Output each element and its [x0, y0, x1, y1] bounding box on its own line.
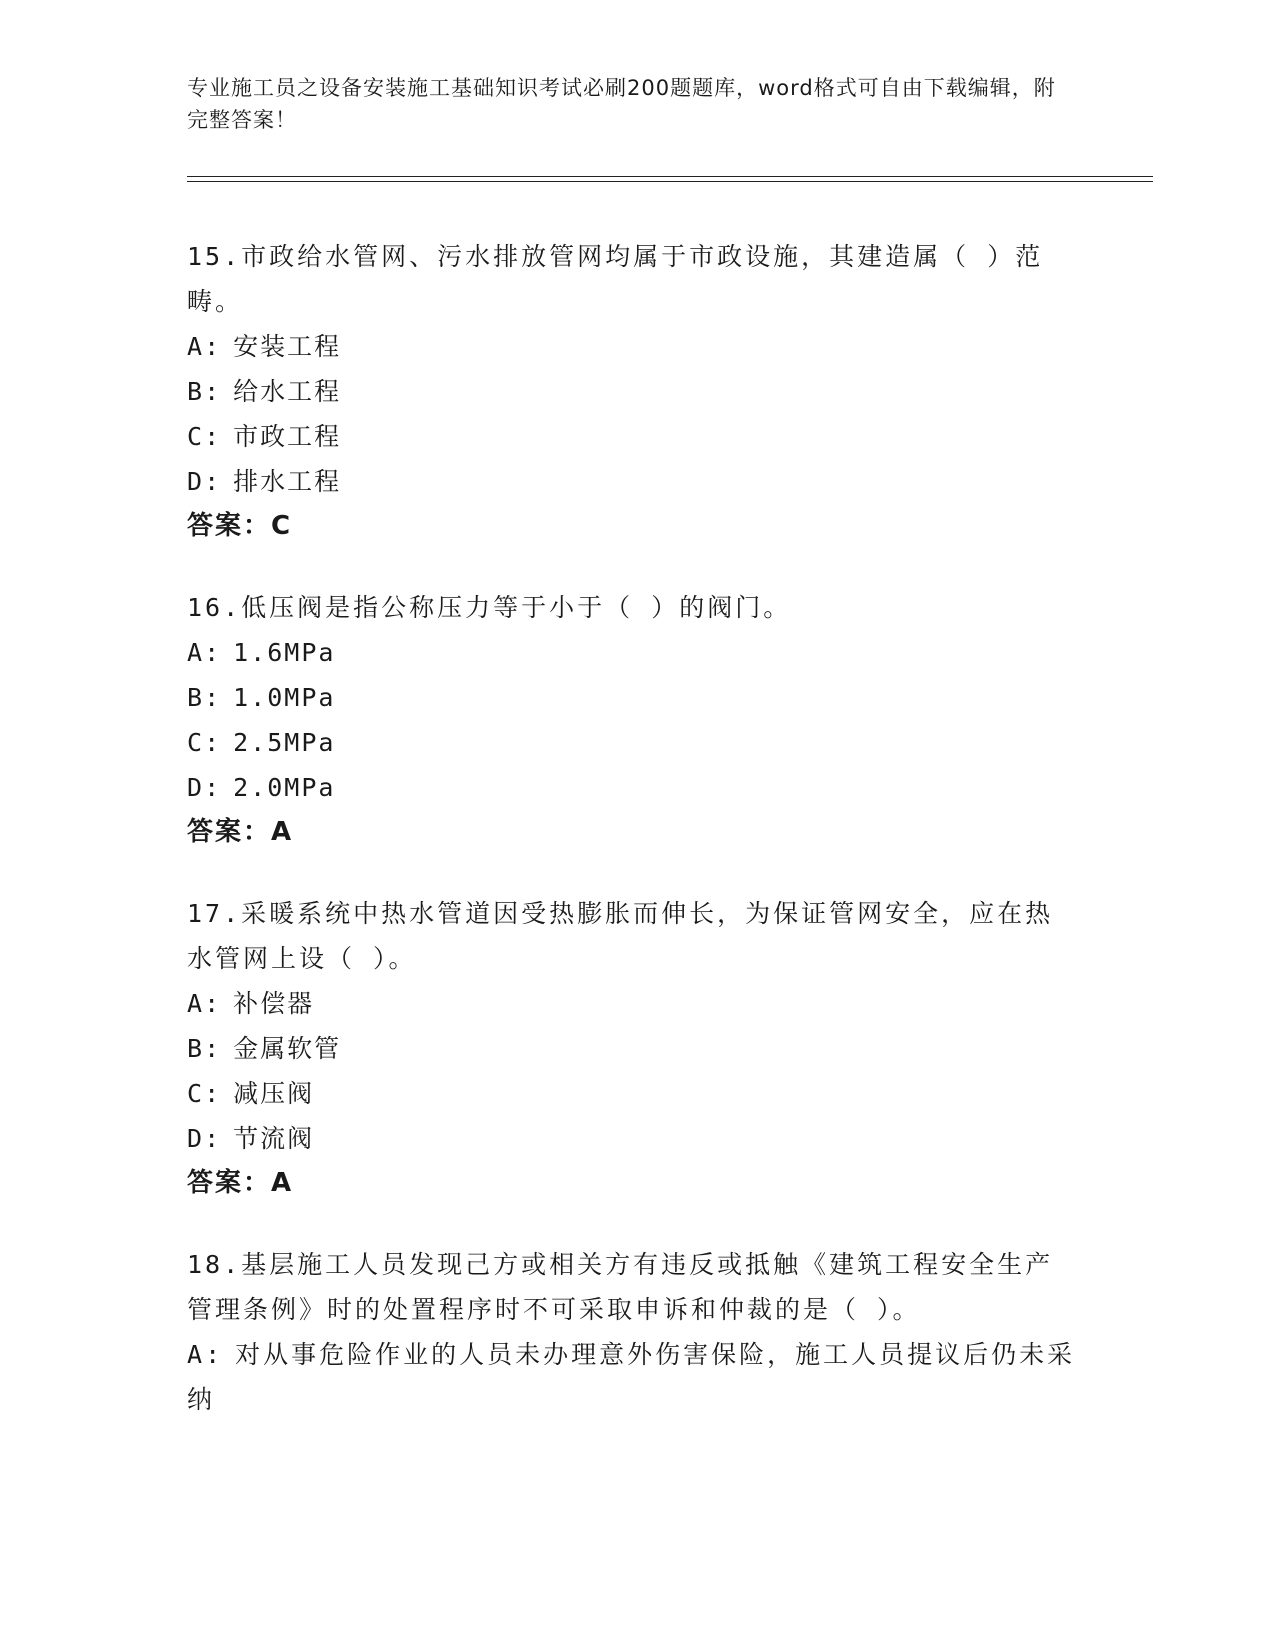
- option-separator: :: [204, 377, 222, 406]
- option-key: C: [187, 1079, 205, 1108]
- question-text: [187, 234, 1077, 324]
- option-a: [187, 630, 1077, 675]
- option-separator: :: [204, 683, 222, 712]
- option-key: A: [187, 989, 205, 1018]
- option-text: 市政工程: [233, 422, 342, 451]
- question-number: 17.: [187, 899, 242, 928]
- option-key: A: [187, 1340, 206, 1369]
- option-key: C: [187, 422, 205, 451]
- answer-line: 答案：A: [187, 817, 294, 847]
- question-stem: 采暖系统中热水管道因受热膨胀而伸长，为保证管网安全，应在热水管网上设（ ）。: [187, 899, 1054, 973]
- header-rule-bottom: [187, 181, 1153, 182]
- option-text: 补偿器: [233, 989, 315, 1018]
- question-stem: 市政给水管网、污水排放管网均属于市政设施，其建造属（ ）范畴。: [187, 242, 1044, 316]
- option-key: B: [187, 377, 205, 406]
- option-key: D: [187, 467, 205, 496]
- option-b: [187, 369, 1077, 414]
- question-stem: 低压阀是指公称压力等于小于（ ）的阀门。: [241, 593, 792, 622]
- option-separator: :: [204, 773, 222, 802]
- option-text: 给水工程: [233, 377, 342, 406]
- option-text: 1.6MPa: [233, 638, 336, 667]
- question-list: [187, 234, 1077, 1458]
- option-text: 减压阀: [233, 1079, 315, 1108]
- option-a: [187, 324, 1077, 369]
- answer-line: 答案：C: [187, 511, 293, 541]
- option-separator: :: [204, 638, 222, 667]
- question-number: 16.: [187, 593, 242, 622]
- option-separator: :: [204, 1124, 222, 1153]
- option-key: B: [187, 683, 205, 712]
- option-separator: :: [204, 1034, 222, 1063]
- question-number: 18.: [187, 1250, 242, 1279]
- question-number: 15.: [187, 242, 242, 271]
- option-d: [187, 1116, 1077, 1161]
- document-header: 专业施工员之设备安装施工基础知识考试必刷200题题库，word格式可自由下载编辑，附完整答案！: [187, 76, 1056, 132]
- question-16: [187, 585, 1077, 855]
- option-text: 安装工程: [233, 332, 342, 361]
- option-d: [187, 765, 1077, 810]
- option-separator: :: [204, 728, 222, 757]
- option-b: [187, 1026, 1077, 1071]
- header-rule-top: [187, 176, 1153, 177]
- answer-line: 答案：A: [187, 1168, 294, 1198]
- option-separator: :: [204, 332, 222, 361]
- option-c: [187, 414, 1077, 459]
- option-text: 2.0MPa: [233, 773, 336, 802]
- option-text: 2.5MPa: [233, 728, 336, 757]
- question-text: [187, 585, 1077, 630]
- option-text: 节流阀: [233, 1124, 315, 1153]
- question-text: [187, 891, 1077, 981]
- option-d: [187, 459, 1077, 504]
- option-separator: :: [204, 467, 222, 496]
- option-separator: :: [204, 422, 222, 451]
- option-a: [187, 1332, 1077, 1422]
- option-b: [187, 675, 1077, 720]
- option-separator: :: [204, 989, 222, 1018]
- option-a: [187, 981, 1077, 1026]
- option-key: B: [187, 1034, 205, 1063]
- option-text: 1.0MPa: [233, 683, 336, 712]
- option-separator: :: [205, 1340, 224, 1369]
- question-17: [187, 891, 1077, 1206]
- option-text: 金属软管: [233, 1034, 342, 1063]
- option-text: 对从事危险作业的人员未办理意外伤害保险，施工人员提议后仍未采纳: [187, 1340, 1076, 1414]
- question-15: [187, 234, 1077, 549]
- question-text: [187, 1242, 1077, 1332]
- option-key: D: [187, 1124, 205, 1153]
- option-key: C: [187, 728, 205, 757]
- option-key: A: [187, 332, 205, 361]
- question-18: [187, 1242, 1077, 1422]
- option-key: A: [187, 638, 205, 667]
- option-separator: :: [204, 1079, 222, 1108]
- option-c: [187, 720, 1077, 765]
- option-c: [187, 1071, 1077, 1116]
- question-stem: 基层施工人员发现己方或相关方有违反或抵触《建筑工程安全生产管理条例》时的处置程序时不可采取申诉和仲裁的是（ ）。: [187, 1250, 1054, 1324]
- option-key: D: [187, 773, 205, 802]
- option-text: 排水工程: [233, 467, 342, 496]
